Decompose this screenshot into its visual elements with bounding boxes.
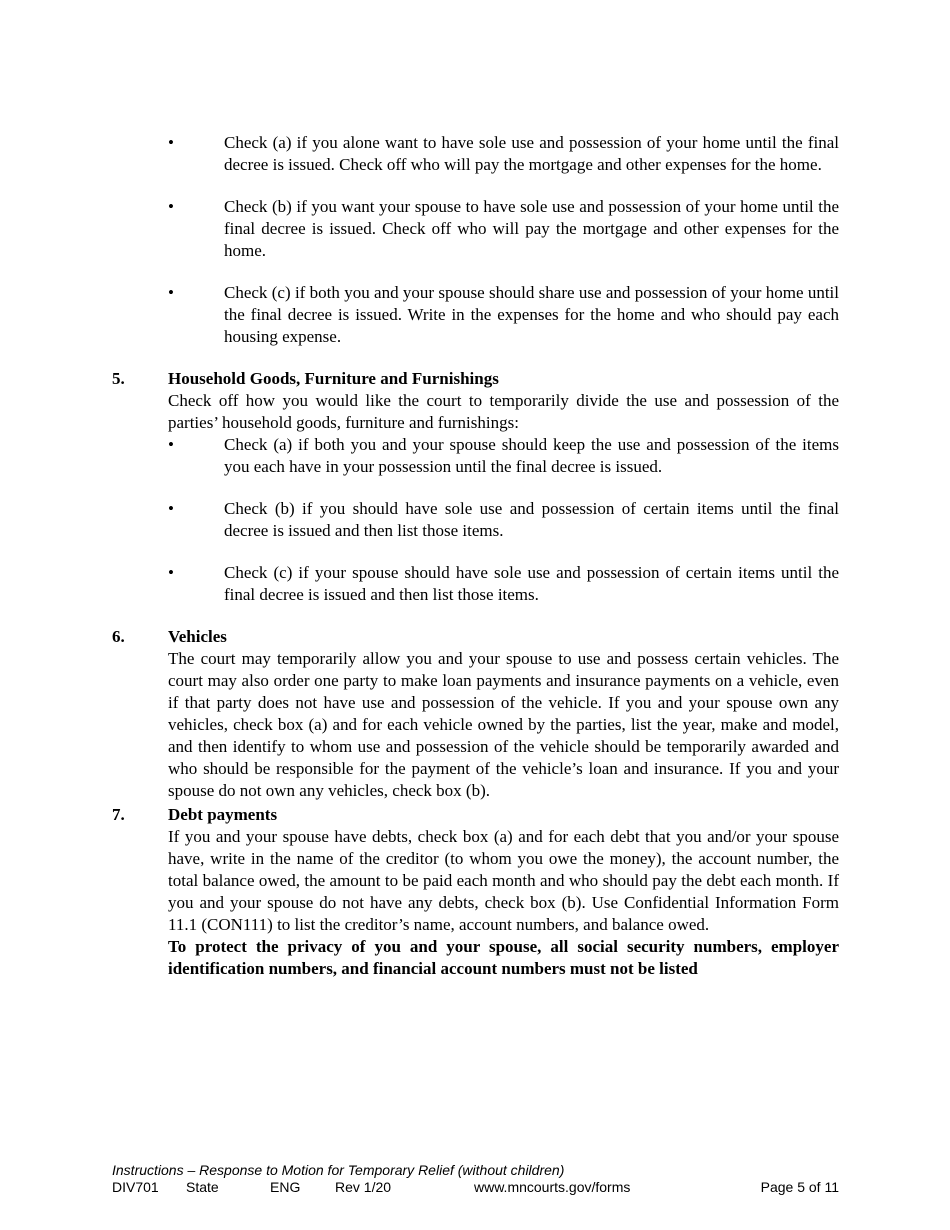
footer-page-number: Page 5 of 11 [760, 1179, 839, 1195]
list-item [112, 196, 839, 262]
bullet-icon: • [168, 283, 174, 302]
list-item [112, 282, 839, 348]
section-vehicles [112, 626, 839, 802]
list-item [112, 562, 839, 606]
list-item-text: Check (c) if your spouse should have sole use and possession of certain items until the final decree is issued and then list those items. [224, 563, 839, 604]
section-title: Debt payments [168, 805, 278, 824]
list-item-text: Check (c) if both you and your spouse should share use and possession of your home until the final decree is issued. Write in the expenses for the home and who should pay each housing expense. [224, 283, 839, 346]
list-item-text: Check (b) if you should have sole use and possession of certain items until the final decree is issued and then list those items. [224, 499, 839, 540]
privacy-notice: To protect the privacy of you and your spouse, all social security numbers, employer identification numbers, and financial account numbers must not be listed [168, 937, 839, 978]
section-title: Household Goods, Furniture and Furnishings [168, 369, 499, 388]
page-content [112, 132, 839, 980]
section-intro: Check off how you would like the court to temporarily divide the use and possession of the parties’ household goods, furniture and furnishings: [168, 391, 839, 432]
footer-revision: Rev 1/20 [335, 1179, 392, 1195]
section-heading [112, 804, 839, 826]
section-body [112, 648, 839, 802]
household-goods-options [112, 434, 839, 606]
section-paragraph: If you and your spouse have debts, check box (a) and for each debt that you and/or your spouse have, write in the name of the creditor (to whom you owe the money), the account number, the total balance owed, the amount to be paid each month and who should pay the debt each month. If you and your spouse do not have any debts, check box (b). Use Confidential Information Form 11.1 (CON111) to list the creditor’s name, account numbers, and balance owed. [168, 827, 839, 934]
section-body [112, 390, 839, 434]
list-item-text: Check (a) if you alone want to have sole use and possession of your home until the final decree is issued. Check off who will pay the mortgage and other expenses for the home. [224, 133, 839, 174]
list-item [112, 434, 839, 478]
bullet-icon: • [168, 499, 174, 518]
footer-form-id: DIV701 [112, 1179, 159, 1195]
list-item [112, 498, 839, 542]
footer-form-title: Instructions – Response to Motion for Temporary Relief (without children) [112, 1162, 565, 1178]
section-title: Vehicles [168, 627, 227, 646]
bullet-icon: • [168, 133, 174, 152]
footer-website-link[interactable]: www.mncourts.gov/forms [474, 1179, 631, 1195]
bullet-icon: • [168, 435, 174, 454]
section-number: 7. [112, 805, 125, 824]
section-number: 6. [112, 627, 125, 646]
list-item-text: Check (b) if you want your spouse to have sole use and possession of your home until the final decree is issued. Check off who will pay the mortgage and other expenses for the home. [224, 197, 839, 260]
section-heading [112, 626, 839, 648]
section-body [112, 826, 839, 980]
home-possession-options [112, 132, 839, 348]
section-debt-payments [112, 804, 839, 980]
list-item [112, 132, 839, 176]
section-paragraph: The court may temporarily allow you and your spouse to use and possess certain vehicles. The court may also order one party to make loan payments and insurance payments on a vehicle, even if that party does not have use and possession of the vehicle. If you and your spouse own any vehicles, check box (a) and for each vehicle owned by the parties, list the year, make and model, and then identify to whom use and possession of the vehicle should be temporarily awarded and who should be responsible for the payment of the vehicle’s loan and insurance. If you and your spouse do not own any vehicles, check box (b). [168, 649, 839, 800]
section-household-goods [112, 368, 839, 606]
section-heading [112, 368, 839, 390]
section-number: 5. [112, 369, 125, 388]
footer-language: ENG [270, 1179, 301, 1195]
bullet-icon: • [168, 563, 174, 582]
bullet-icon: • [168, 197, 174, 216]
list-item-text: Check (a) if both you and your spouse should keep the use and possession of the items you each have in your possession until the final decree is issued. [224, 435, 839, 476]
page-footer [112, 1162, 839, 1196]
footer-jurisdiction: State [186, 1179, 219, 1195]
footer-meta-row [112, 1179, 839, 1196]
